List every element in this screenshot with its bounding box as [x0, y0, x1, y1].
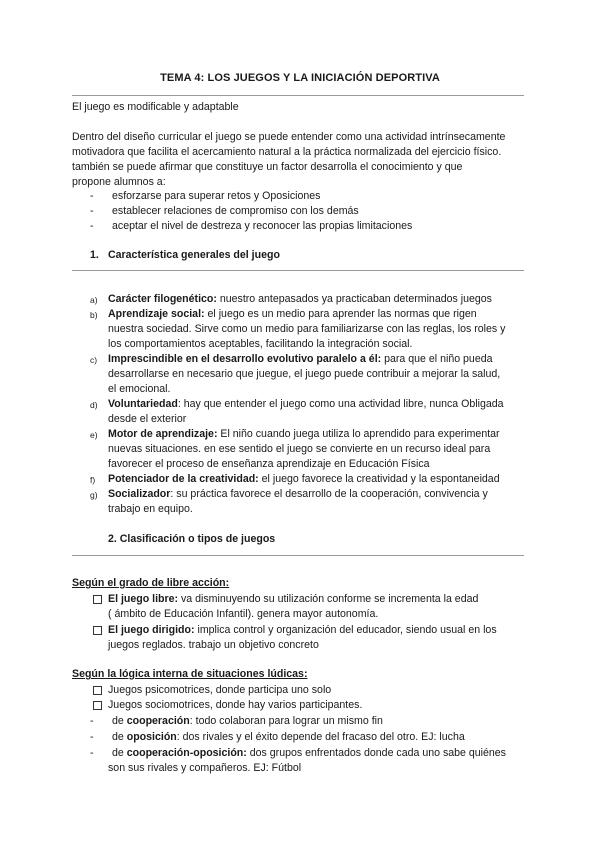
- prefix: de: [112, 731, 127, 743]
- item-letter: f): [90, 475, 96, 485]
- paragraph-line: Dentro del diseño curricular el juego se puede entender como una actividad intrínsecamente: [72, 131, 506, 143]
- section1-divider: [72, 270, 524, 271]
- term: El juego dirigido:: [108, 624, 195, 636]
- text-line: nuestra sociedad. Sirve como un medio para familiarizarse con las reglas, los roles y: [108, 323, 506, 335]
- item-letter: a): [90, 295, 98, 305]
- libre-item-directed: [108, 623, 497, 638]
- characteristic-d: [108, 397, 504, 412]
- term: El juego libre:: [108, 593, 179, 605]
- dash-item: aceptar el nivel de destreza y reconocer las propias limitaciones: [112, 220, 413, 232]
- text-line: juegos reglados. trabajo un objetivo concreto: [108, 639, 319, 651]
- libre-heading: Según el grado de libre acción:: [72, 577, 230, 589]
- item-letter: d): [90, 400, 98, 410]
- text: nuestro antepasados ya practicaban determinados juegos: [216, 293, 492, 305]
- text-line: los comportamientos aceptables, facilitando la integración social.: [108, 338, 413, 350]
- logica-check-item: Juegos sociomotrices, donde hay varios participantes.: [108, 699, 363, 711]
- text-line: desde el exterior: [108, 413, 187, 425]
- text: el juego favorece la creatividad y la espontaneidad: [258, 473, 500, 485]
- prefix: de: [112, 747, 127, 759]
- dash-item: esforzarse para superar retos y Oposiciones: [112, 190, 321, 202]
- document-title: TEMA 4: LOS JUEGOS Y LA INICIACIÓN DEPORTIVA: [160, 72, 440, 84]
- term: cooperación-oposición:: [126, 747, 247, 759]
- dash-bullet: -: [90, 747, 94, 759]
- checkbox-icon[interactable]: [93, 626, 102, 635]
- paragraph-line: propone alumnos a:: [72, 176, 166, 188]
- term: Aprendizaje social:: [108, 308, 205, 320]
- title-divider: [72, 95, 524, 96]
- characteristic-b: [108, 307, 477, 322]
- characteristic-a: [108, 292, 492, 307]
- section2-title: 2. Clasificación o tipos de juegos: [108, 533, 276, 545]
- section2-divider: [72, 555, 524, 556]
- text-line: favorecer el proceso de enseñanza aprendizaje en Educación Física: [108, 458, 430, 470]
- item-letter: c): [90, 355, 98, 365]
- text: : dos rivales y el éxito depende del fracaso del otro. EJ: lucha: [176, 731, 465, 743]
- logica-check-item: Juegos psicomotrices, donde participa uno solo: [108, 684, 332, 696]
- text: : todo colaboran para lograr un mismo fin: [189, 715, 383, 727]
- text: El niño cuando juega utiliza lo aprendido para experimentar: [217, 428, 500, 440]
- section1-number: 1.: [90, 249, 99, 261]
- checkbox-icon[interactable]: [93, 595, 102, 604]
- term: Voluntariedad: [108, 398, 178, 410]
- term: Potenciador de la creatividad:: [108, 473, 259, 485]
- characteristic-g: [108, 487, 488, 502]
- checkbox-icon[interactable]: [93, 701, 102, 710]
- dash-bullet: -: [90, 715, 94, 727]
- text: implica control y organización del educador, siendo usual en los: [194, 624, 497, 636]
- checkbox-icon[interactable]: [93, 686, 102, 695]
- text: dos grupos enfrentados donde cada uno sabe quiénes: [246, 747, 506, 759]
- characteristic-c: [108, 352, 493, 367]
- text-line: ( ámbito de Educación Infantil). genera mayor autonomía.: [108, 608, 379, 620]
- characteristic-e: [108, 427, 500, 442]
- logica-heading: Según la lógica interna de situaciones lúdicas:: [72, 668, 308, 680]
- libre-item-free: [108, 592, 478, 607]
- dash-bullet: -: [90, 220, 94, 232]
- paragraph-line: también se puede afirmar que constituye un factor desarrolla el conocimiento y que: [72, 161, 463, 173]
- text-line: nuevas situaciones. en ese sentido el juego se convierte en un recurso ideal para: [108, 443, 491, 455]
- dash-bullet: -: [90, 205, 94, 217]
- text: el juego es un medio para aprender las normas que rigen: [204, 308, 477, 320]
- text-line: son sus rivales y compañeros. EJ: Fútbol: [108, 762, 302, 774]
- text: va disminuyendo su utilización conforme se incrementa la edad: [178, 593, 479, 605]
- text-line: el emocional.: [108, 383, 171, 395]
- dash-bullet: -: [90, 190, 94, 202]
- term: Imprescindible en el desarrollo evolutivo paralelo a él:: [108, 353, 382, 365]
- text: : hay que entender el juego como una actividad libre, nunca Obligada: [177, 398, 504, 410]
- term: Motor de aprendizaje:: [108, 428, 218, 440]
- text: para que el niño pueda: [381, 353, 493, 365]
- text-line: desarrollarse en necesario que juegue, el juego puede contribuir a mejorar la salud,: [108, 368, 501, 380]
- item-letter: g): [90, 490, 98, 500]
- term: oposición: [126, 731, 177, 743]
- dash-bullet: -: [90, 731, 94, 743]
- term: Carácter filogenético:: [108, 293, 217, 305]
- term: Socializador: [108, 488, 171, 500]
- text: : su práctica favorece el desarrollo de la cooperación, convivencia y: [170, 488, 488, 500]
- logica-dash-coop-opposition: [112, 746, 506, 761]
- term: cooperación: [126, 715, 190, 727]
- section1-title: Característica generales del juego: [108, 249, 280, 261]
- item-letter: b): [90, 310, 98, 320]
- item-letter: e): [90, 430, 98, 440]
- paragraph-line: motivadora que facilita el acercamiento natural a la práctica normalizada del ejercicio físico.: [72, 146, 502, 158]
- prefix: de: [112, 715, 127, 727]
- intro-line: El juego es modificable y adaptable: [72, 101, 239, 113]
- logica-dash-cooperation: [112, 714, 383, 729]
- characteristic-f: [108, 472, 500, 487]
- dash-item: establecer relaciones de compromiso con los demás: [112, 205, 359, 217]
- text-line: trabajo en equipo.: [108, 503, 193, 515]
- logica-dash-opposition: [112, 730, 465, 745]
